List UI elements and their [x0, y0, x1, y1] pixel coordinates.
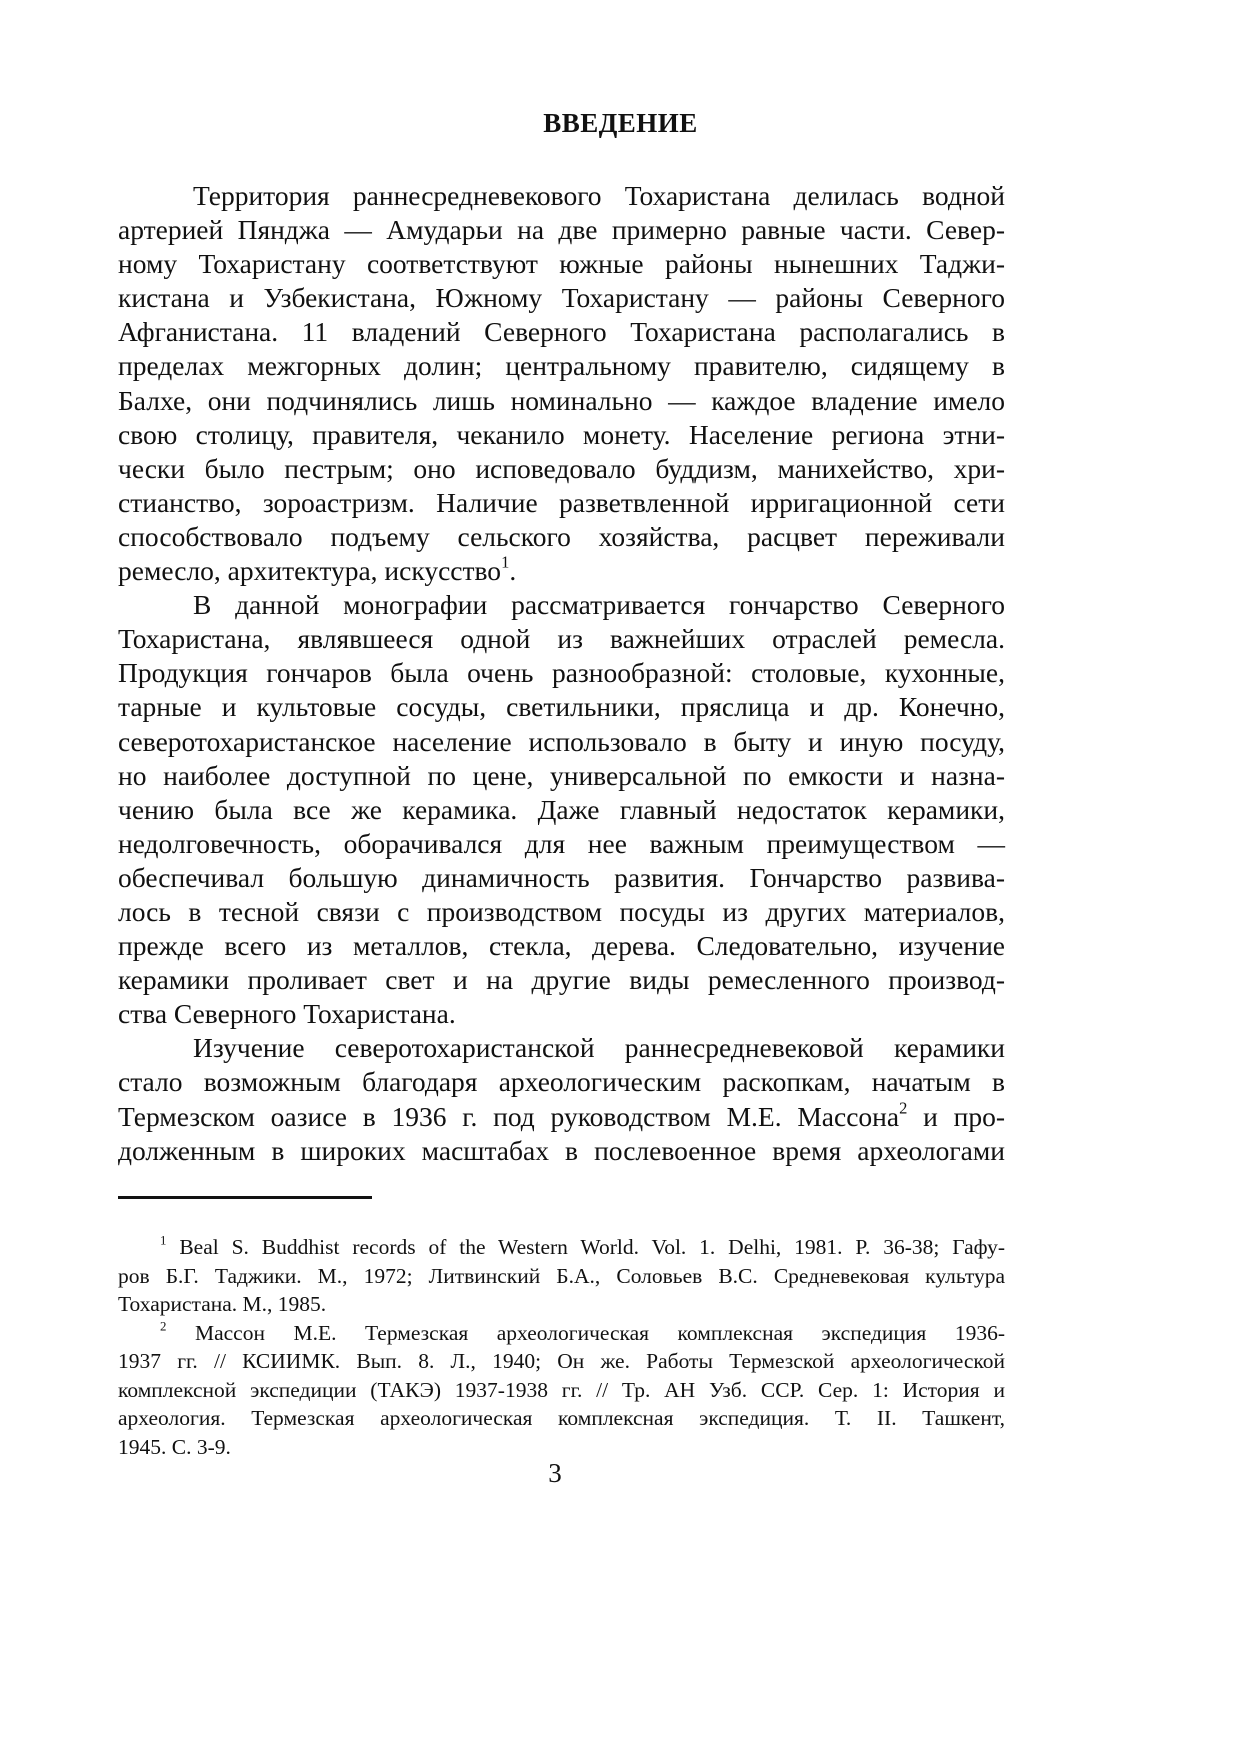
text-line [118, 1433, 1005, 1462]
text-line [118, 1100, 1005, 1134]
line-text: Балхе, они подчинялись лишь номинально — каждое владение имело [118, 384, 1005, 416]
text-line [118, 725, 1005, 759]
footnote-marker: 2 [160, 1318, 167, 1333]
text-line [118, 1065, 1005, 1099]
text-line [118, 384, 1005, 418]
footnote [118, 1233, 1005, 1319]
text-line [118, 622, 1005, 656]
text-line [118, 1376, 1005, 1405]
chapter-title: ВВЕДЕНИЕ [543, 108, 698, 138]
text-line [118, 1290, 1005, 1319]
line-text: северотохаристанское население использовало в быту и иную посуду, [118, 725, 1005, 757]
text-line [118, 520, 1005, 554]
line-text-tail: . [509, 555, 517, 587]
line-text: пределах межгорных долин; центральному правителю, сидящему в [118, 350, 1005, 382]
line-text: Афганистана. 11 владений Северного Тохаристана располагались в [118, 316, 1005, 348]
footnote-reference: 2 [899, 1098, 908, 1118]
line-text: прежде всего из металлов, стекла, дерева. Следовательно, изучение [118, 930, 1005, 962]
line-text: обеспечивал большую динамичность развития. Гончарство развива- [118, 861, 1005, 893]
line-text: Продукция гончаров была очень разнообразной: столовые, кухонные, [118, 657, 1005, 689]
line-text: Изучение северотохаристанской раннесредневековой керамики [193, 1032, 1005, 1064]
line-text: Beal S. Buddhist records of the Western World. Vol. 1. Delhi, 1981. P. 36-38; Гафу- [166, 1235, 1005, 1259]
line-text: лось в тесной связи с производством посуды из других материалов, [118, 895, 1005, 927]
text-line [118, 793, 1005, 827]
text-line [118, 656, 1005, 690]
text-line [118, 1262, 1005, 1291]
footnote-reference: 1 [501, 552, 510, 572]
line-text: ства Северного Тохаристана. [118, 998, 456, 1030]
paragraph [118, 1031, 1005, 1167]
body-text [118, 179, 1005, 1168]
line-text: кистана и Узбекистана, Южному Тохаристану — районы Северного [118, 282, 1005, 314]
line-text: археология. Термезская археологическая комплексная экспедиция. Т. II. Ташкент, [118, 1406, 1005, 1430]
text-line [118, 588, 1005, 622]
text-line [118, 997, 1005, 1031]
line-text: недолговечность, оборачивался для нее важным преимуществом — [118, 827, 1005, 859]
line-text: тарные и культовые сосуды, светильники, пряслица и др. Конечно, [118, 691, 1005, 723]
line-text: ремесло, архитектура, искусство [118, 555, 502, 587]
line-text: Массон М.Е. Термезская археологическая комплексная экспедиция 1936- [166, 1320, 1005, 1345]
text-line [118, 486, 1005, 520]
text-line [118, 315, 1005, 349]
footnote [118, 1319, 1005, 1462]
line-text: способствовало подъему сельского хозяйства, расцвет переживали [118, 520, 1005, 552]
line-text: свою столицу, правителя, чеканило монету. Население региона этни- [118, 418, 1005, 450]
text-line [118, 1319, 1005, 1348]
line-text: Термезском оазисе в 1936 г. под руководством М.Е. Массона [118, 1100, 900, 1132]
line-text: стало возможным благодаря археологическим раскопкам, начатым в [118, 1066, 1005, 1098]
text-line [118, 554, 1005, 588]
line-text: но наиболее доступной по цене, универсальной по емкости и назна- [118, 759, 1005, 791]
footnote-marker: 1 [160, 1233, 167, 1248]
text-line [118, 1404, 1005, 1433]
line-text: 1945. С. 3-9. [118, 1434, 231, 1459]
paragraph [118, 588, 1005, 1031]
line-text: керамики проливает свет и на другие виды ремесленного производ- [118, 964, 1005, 996]
line-text-tail: и про- [907, 1100, 1006, 1132]
text-line [118, 281, 1005, 315]
text-line [118, 861, 1005, 895]
text-line [118, 827, 1005, 861]
text-line [118, 1134, 1005, 1168]
text-line [118, 929, 1005, 963]
line-text: чески было пестрым; оно исповедовало буддизм, манихейство, хри- [118, 452, 1005, 484]
text-line [118, 963, 1005, 997]
text-line [118, 1031, 1005, 1065]
line-text: стианство, зороастризм. Наличие разветвленной ирригационной сети [118, 486, 1005, 518]
line-text: ному Тохаристану соответствуют южные районы нынешних Таджи- [118, 248, 1005, 280]
paragraph [118, 179, 1005, 588]
line-text: комплексной экспедиции (ТАКЭ) 1937-1938 гг. // Тр. АН Узб. ССР. Сер. 1: История и [118, 1377, 1005, 1402]
text-line [118, 213, 1005, 247]
line-text: 1937 гг. // КСИИМК. Вып. 8. Л., 1940; Он же. Работы Термезской археологической [118, 1349, 1005, 1373]
text-line [118, 418, 1005, 452]
line-text: артерией Пянджа — Амударьи на две примерно равные части. Север- [118, 214, 1005, 246]
text-line [118, 247, 1005, 281]
line-text: В данной монографии рассматривается гончарство Северного [193, 589, 1005, 621]
line-text: ров Б.Г. Таджики. М., 1972; Литвинский Б.А., Соловьев В.С. Средневековая культура [118, 1263, 1005, 1288]
footnote-separator [118, 1196, 372, 1199]
line-text: Тохаристана. М., 1985. [118, 1292, 327, 1316]
line-text: Тохаристана, являвшееся одной из важнейших отраслей ремесла. [118, 623, 1005, 655]
text-line [118, 895, 1005, 929]
text-line [118, 759, 1005, 793]
line-text: чению была все же керамика. Даже главный недостаток керамики, [118, 793, 1005, 825]
line-text: долженным в широких масштабах в послевоенное время археологами [118, 1134, 1005, 1166]
text-line [118, 349, 1005, 383]
footnotes [118, 1233, 1005, 1461]
text-line [118, 690, 1005, 724]
text-line [118, 179, 1005, 213]
page-number: 3 [548, 1458, 562, 1488]
text-line [118, 1233, 1005, 1262]
text-line [118, 452, 1005, 486]
text-line [118, 1347, 1005, 1376]
line-text: Территория раннесредневекового Тохаристана делилась водной [193, 180, 1005, 211]
